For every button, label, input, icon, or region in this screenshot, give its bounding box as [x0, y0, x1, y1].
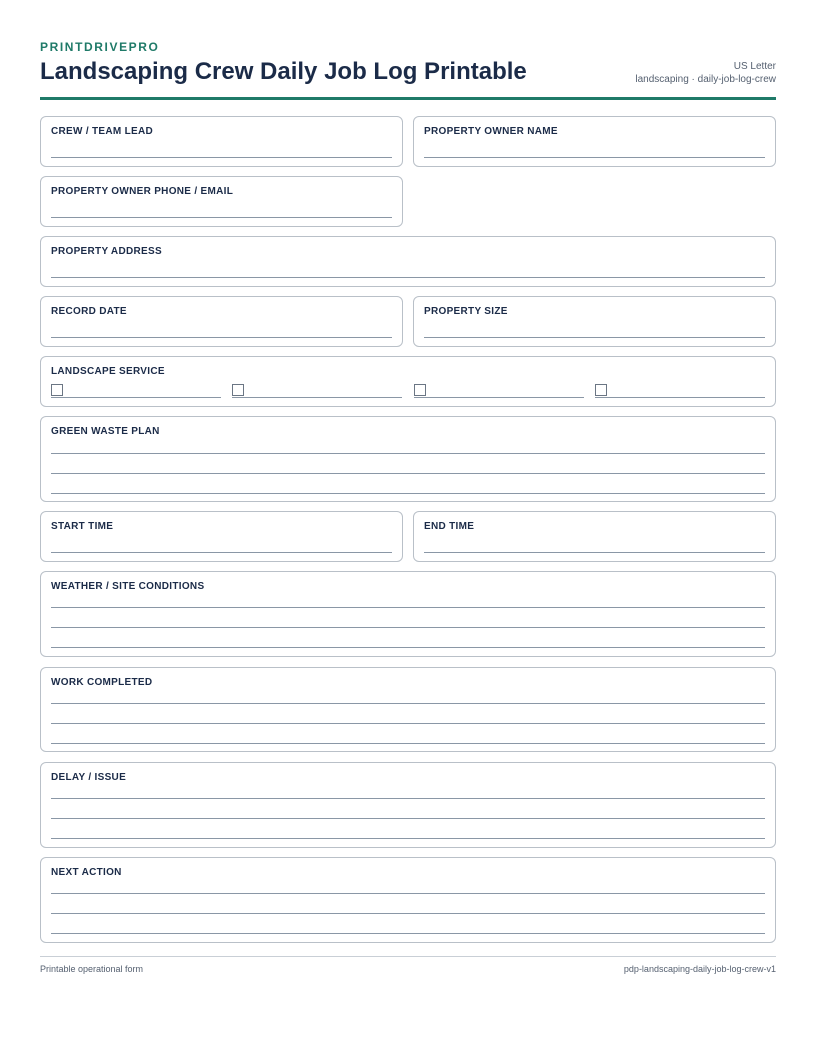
paper-size: US Letter: [733, 61, 776, 72]
delay-issue-field[interactable]: [40, 762, 776, 848]
record-date-field[interactable]: [40, 296, 403, 347]
service-option-line-2[interactable]: [232, 397, 402, 398]
delay-issue-line-2[interactable]: [51, 818, 765, 819]
start-time-label: START TIME: [51, 521, 114, 532]
landscape-service-label: LANDSCAPE SERVICE: [51, 366, 165, 377]
document-meta: [635, 60, 776, 86]
next-action-line-2[interactable]: [51, 913, 765, 914]
crew-lead-field[interactable]: [40, 116, 403, 167]
property-size-input-line[interactable]: [424, 337, 765, 338]
work-completed-line-2[interactable]: [51, 723, 765, 724]
property-size-field[interactable]: [413, 296, 776, 347]
green-waste-plan-field[interactable]: [40, 416, 776, 502]
start-time-input-line[interactable]: [51, 552, 392, 553]
crew-lead-input-line[interactable]: [51, 157, 392, 158]
start-time-field[interactable]: [40, 511, 403, 562]
landscape-service-field: [40, 356, 776, 407]
footer-divider: [40, 956, 776, 957]
work-completed-line-3[interactable]: [51, 743, 765, 744]
document-tags: landscaping · daily-job-log-crew: [635, 74, 776, 85]
green-waste-plan-label: GREEN WASTE PLAN: [51, 426, 160, 437]
property-address-input-line[interactable]: [51, 277, 765, 278]
green-waste-plan-line-3[interactable]: [51, 493, 765, 494]
brand-name: PRINTDRIVEPRO: [40, 40, 160, 54]
owner-name-label: PROPERTY OWNER NAME: [424, 126, 558, 137]
record-date-label: RECORD DATE: [51, 306, 127, 317]
service-checkbox-3[interactable]: [414, 384, 426, 396]
next-action-label: NEXT ACTION: [51, 867, 122, 878]
owner-contact-field[interactable]: [40, 176, 403, 227]
weather-conditions-label: WEATHER / SITE CONDITIONS: [51, 581, 205, 592]
work-completed-label: WORK COMPLETED: [51, 677, 153, 688]
green-waste-plan-line-2[interactable]: [51, 473, 765, 474]
next-action-field[interactable]: [40, 857, 776, 943]
property-size-label: PROPERTY SIZE: [424, 306, 508, 317]
owner-name-input-line[interactable]: [424, 157, 765, 158]
delay-issue-line-1[interactable]: [51, 798, 765, 799]
end-time-field[interactable]: [413, 511, 776, 562]
weather-conditions-field[interactable]: [40, 571, 776, 657]
green-waste-plan-line-1[interactable]: [51, 453, 765, 454]
work-completed-line-1[interactable]: [51, 703, 765, 704]
property-address-label: PROPERTY ADDRESS: [51, 246, 162, 257]
delay-issue-line-3[interactable]: [51, 838, 765, 839]
footer-form-id: pdp-landscaping-daily-job-log-crew-v1: [623, 964, 776, 974]
owner-name-field[interactable]: [413, 116, 776, 167]
service-checkbox-2[interactable]: [232, 384, 244, 396]
service-checkbox-1[interactable]: [51, 384, 63, 396]
header-divider: [40, 97, 776, 100]
service-checkbox-4[interactable]: [595, 384, 607, 396]
service-option-line-1[interactable]: [51, 397, 221, 398]
owner-contact-input-line[interactable]: [51, 217, 392, 218]
page-title: Landscaping Crew Daily Job Log Printable: [40, 58, 527, 85]
service-option-line-4[interactable]: [595, 397, 765, 398]
work-completed-field[interactable]: [40, 667, 776, 752]
owner-contact-label: PROPERTY OWNER PHONE / EMAIL: [51, 186, 234, 197]
delay-issue-label: DELAY / ISSUE: [51, 772, 127, 783]
service-option-line-3[interactable]: [414, 397, 584, 398]
next-action-line-3[interactable]: [51, 933, 765, 934]
property-address-field[interactable]: [40, 236, 776, 287]
weather-line-2[interactable]: [51, 627, 765, 628]
crew-lead-label: CREW / TEAM LEAD: [51, 126, 154, 137]
weather-line-3[interactable]: [51, 647, 765, 648]
weather-line-1[interactable]: [51, 607, 765, 608]
end-time-input-line[interactable]: [424, 552, 765, 553]
footer-form-type: Printable operational form: [40, 964, 144, 974]
end-time-label: END TIME: [424, 521, 475, 532]
record-date-input-line[interactable]: [51, 337, 392, 338]
next-action-line-1[interactable]: [51, 893, 765, 894]
